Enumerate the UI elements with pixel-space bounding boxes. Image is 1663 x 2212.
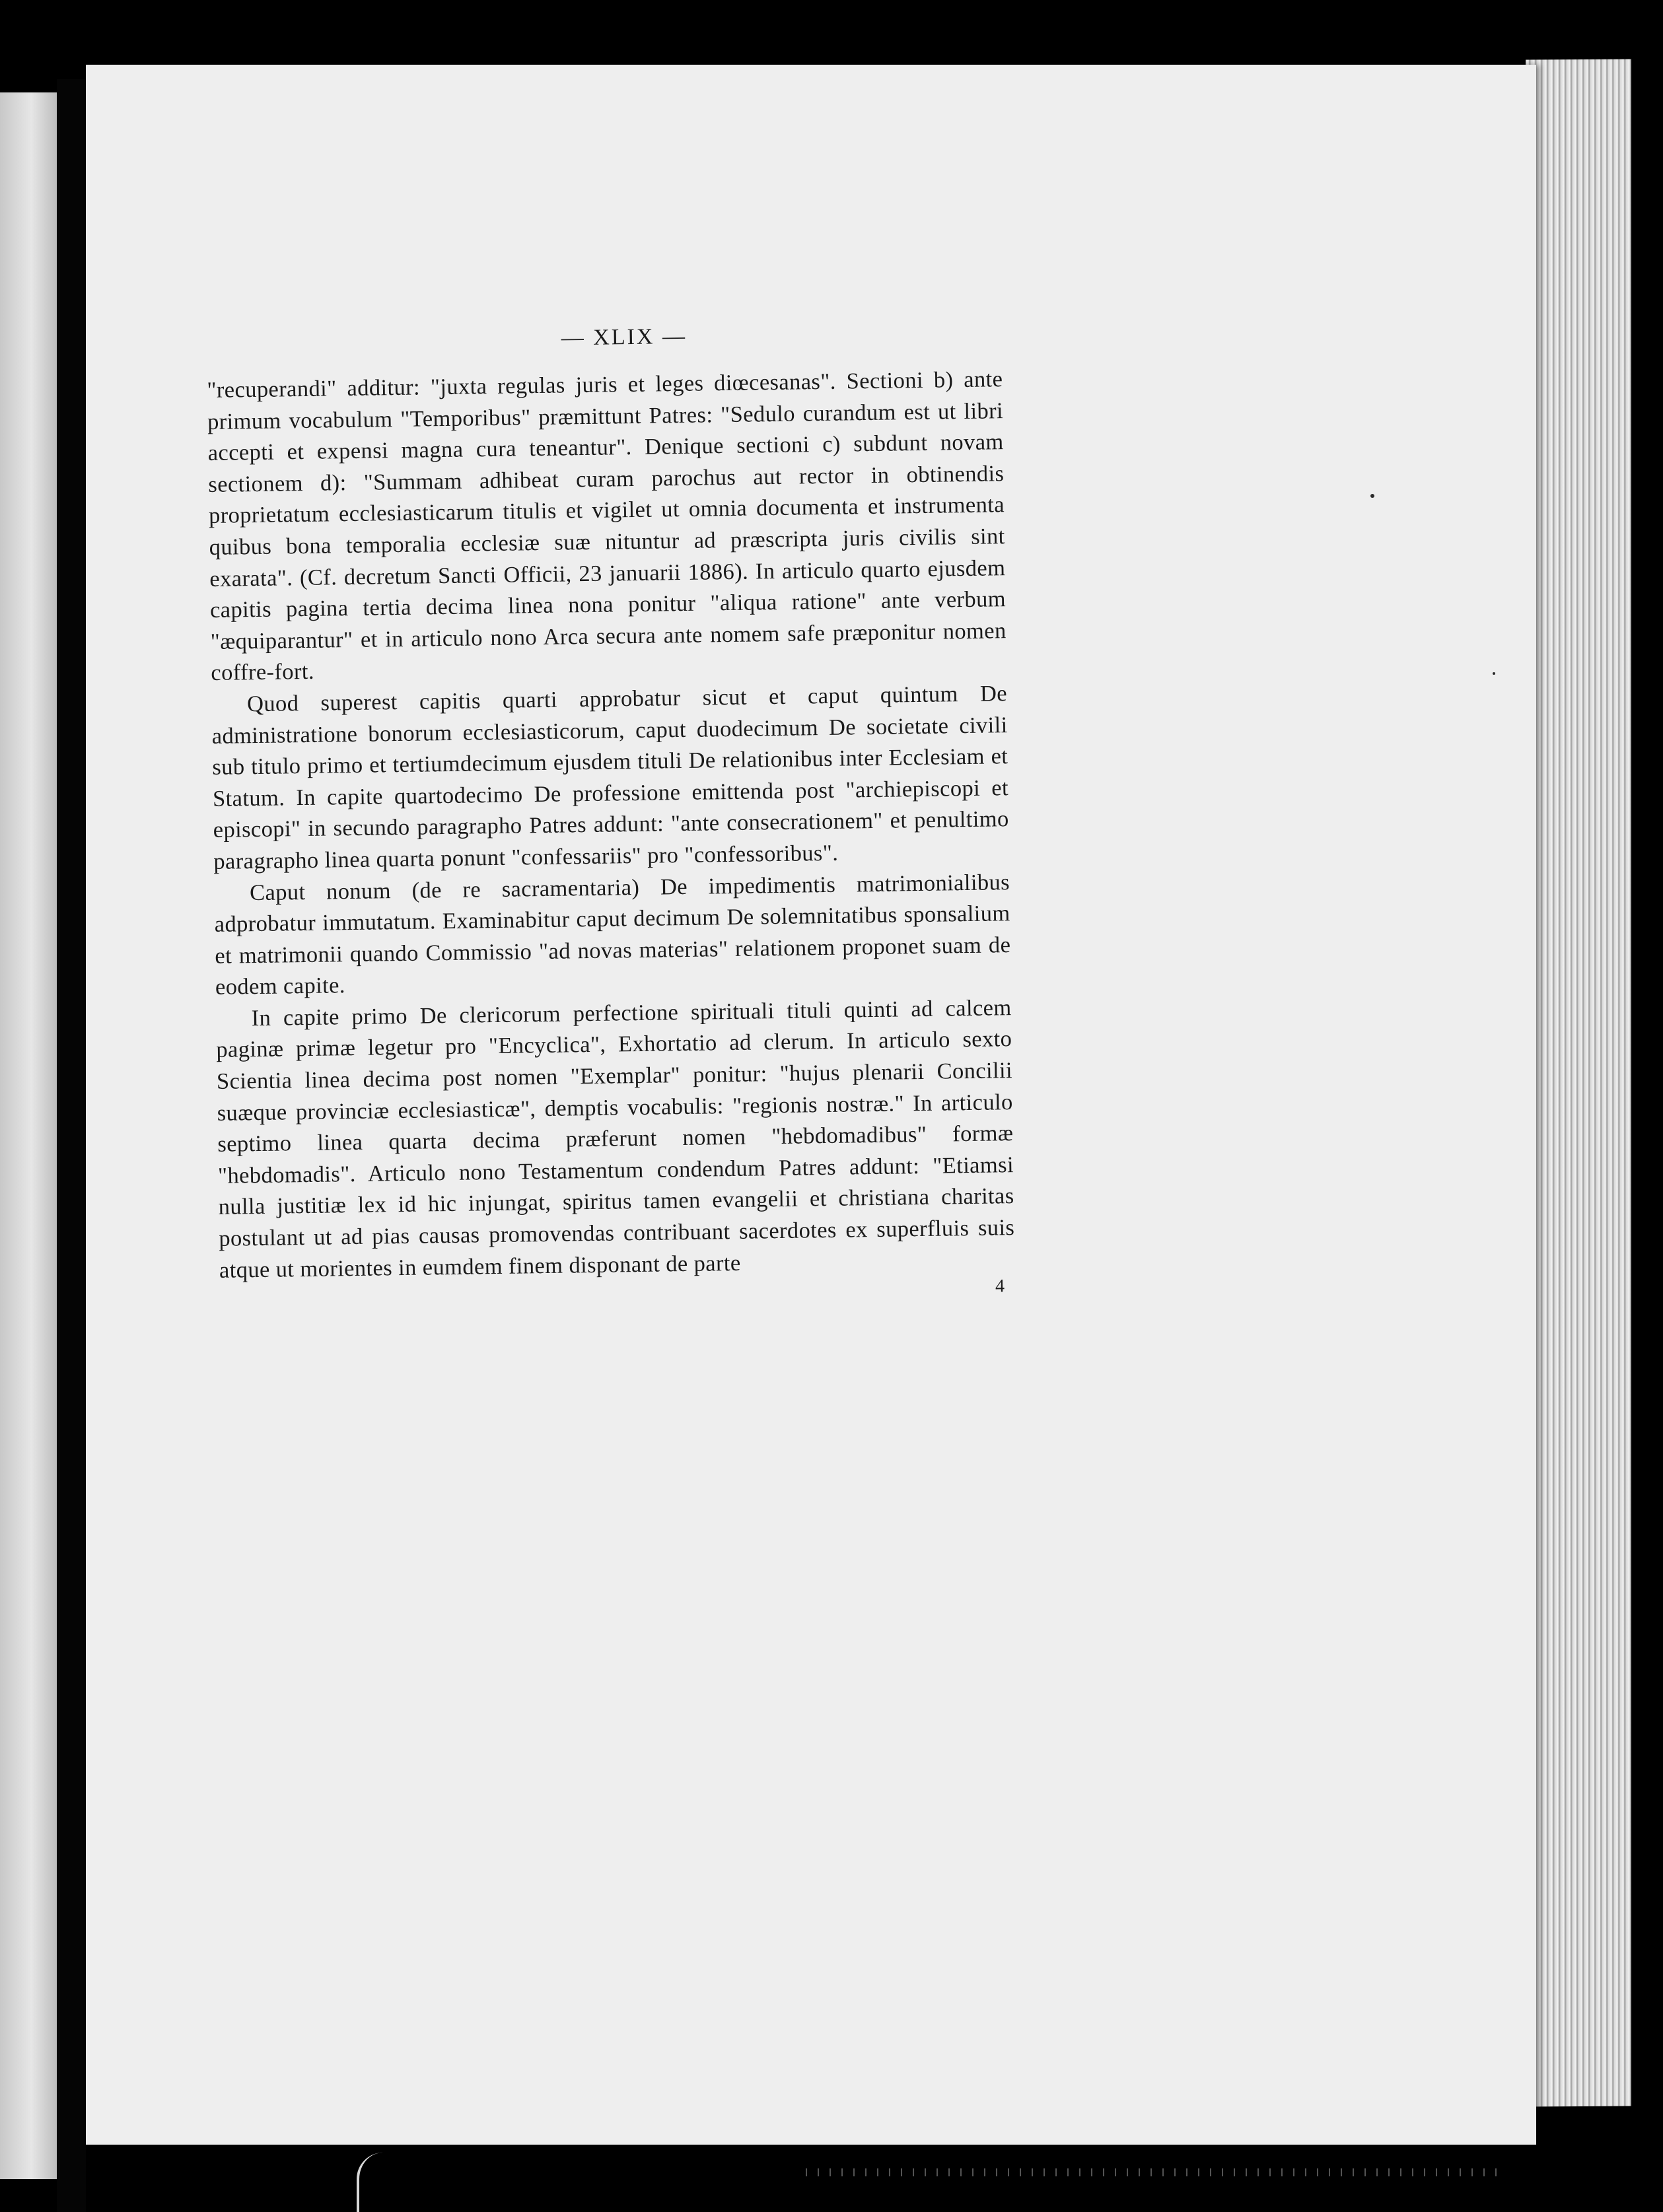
paragraph-3: Caput nonum (de re sacramentaria) De impedimentis matrimonialibus adprobatur immutatum. Examinabitur caput decimum De solemnitatibus sponsalium et matrimonii quando Commissio "ad novas materias" relationem proponet suam de eodem capite. bbox=[214, 869, 1011, 1000]
text-block bbox=[206, 312, 1016, 1309]
dust-speck bbox=[1493, 672, 1495, 675]
bottom-edge-ticks bbox=[806, 2168, 1506, 2176]
signature-mark: 4 bbox=[995, 1276, 1005, 1297]
running-head: — XLIX — bbox=[561, 324, 688, 351]
paragraph-2: Quod superest capitis quarti approbatur sicut et caput quintum De administratione bonorum ecclesiasticorum, caput duodecimum De societate civili sub titulo primo et tertiumdecimum ejusdem tituli De relationibus inter Ecclesiam et Statum. In capite quartodecimo De professione emittenda post "archiepiscopi et episcopi" in secundo paragrapho Patres addunt: "ante consecrationem" et penultimo paragrapho linea quarta ponunt "confessariis" pro "confessoribus". bbox=[211, 681, 1009, 874]
left-page-edge bbox=[0, 92, 57, 2179]
dust-speck bbox=[1370, 494, 1374, 498]
paragraph-4: In capite primo De clericorum perfectione spirituali tituli quinti ad calcem paginæ primæ legetur pro "Encyclica", Exhortatio ad clerum. In articulo sexto Scientia linea decima post nomen "Exemplar" ponitur: "hujus plenarii Concilii suæque provinciæ ecclesiasticæ", demptis vocabulis: "regionis nostræ." In articulo septimo linea quarta decima præferunt nomen "hebdomadibus" formæ "hebdomadis". Articulo nono Testamentum condendum Patres addunt: "Etiamsi nulla justitiæ lex id hic injungat, spiritus tamen evangelii et christiana charitas postulant ut ad pias causas promovendas contribuant sacerdotes ex superfluis suis atque ut morientes in eumdem finem disponant de parte bbox=[216, 994, 1015, 1283]
paragraph-1: "recuperandi" additur: "juxta regulas juris et leges diœcesanas". Sectioni b) ante primum vocabulum "Temporibus" præmittunt Patres: "Sedulo curandum est ut libri accepti et expensi magna cura teneantur". Denique sectioni c) subdunt novam sectionem d): "Summam adhibeat curam parochus aut rector in obtinendis proprietatum ecclesiasticarum titulis et vigilet ut omnia documenta et instrumenta quibus bona temporalia ecclesiæ suæ nituntur ad præscripta juris civilis sint exarata". (Cf. decretum Sancti Officii, 23 januarii 1886). In articulo quarto ejusdem capitis pagina tertia decima linea nona ponitur "aliqua ratione" ante verbum "æquiparantur" et in articulo nono Arca secura ante nomem safe præponitur nomen coffre-fort. bbox=[207, 366, 1007, 686]
book-gutter bbox=[57, 79, 86, 2212]
right-page bbox=[86, 65, 1536, 2145]
page-stack-edges bbox=[1526, 59, 1631, 2107]
page-curl bbox=[357, 2153, 386, 2212]
